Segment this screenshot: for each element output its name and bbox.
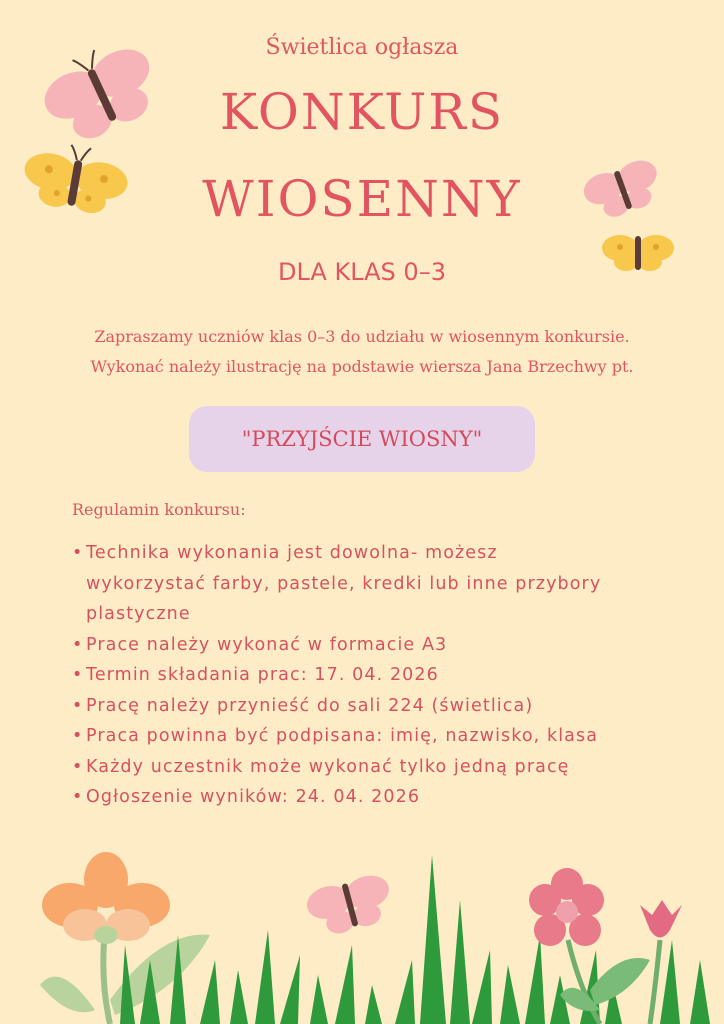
list-item: • Praca powinna być podpisana: imię, nazwisko, klasa (72, 721, 692, 752)
list-item: • Prace należy wykonać w formacie A3 (72, 630, 692, 661)
list-item: • Ogłoszenie wyników: 24. 04. 2026 (72, 782, 692, 813)
list-item: • Każdy uczestnik może wykonać tylko jedną pracę (72, 752, 692, 783)
title-line-1: KONKURS (219, 83, 505, 141)
description-line: Zapraszamy uczniów klas 0–3 do udziału w wiosennym konkursie. (94, 327, 630, 346)
intro-text: Świetlica ogłasza (265, 35, 459, 60)
title-line-2: WIOSENNY (202, 170, 522, 228)
classes-subtitle: DLA KLAS 0–3 (278, 258, 446, 286)
list-item: • Termin składania prac: 17. 04. 2026 (72, 660, 692, 691)
pink-butterfly-icon (303, 871, 397, 940)
poem-title-badge (189, 406, 535, 472)
rules-list (72, 538, 692, 813)
pink-flower-icon (529, 868, 650, 1024)
rules-heading: Regulamin konkursu: (72, 500, 246, 519)
description (30, 322, 694, 382)
description-line: Wykonać należy ilustrację na podstawie wiersza Jana Brzechwy pt. (90, 357, 634, 376)
list-item: • Technika wykonania jest dowolna- możesz wykorzystać farby, pastele, kredki lub inne przybory plastyczne (72, 538, 692, 630)
poem-title: "PRZYJŚCIE WIOSNY" (241, 427, 483, 451)
grass-icon (120, 855, 710, 1024)
list-item: • Pracę należy przynieść do sali 224 (świetlica) (72, 691, 692, 722)
